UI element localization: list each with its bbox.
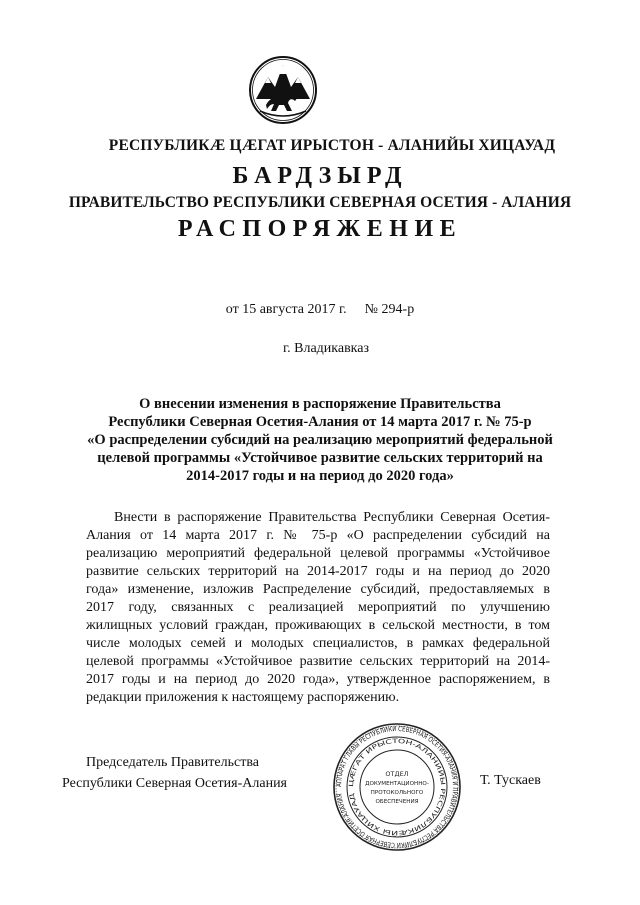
body-line: числе молодых семей и молодых специалистов, в рамках федеральной [86,636,550,651]
signature-position-line2: Республики Северная Осетия-Алания [62,776,287,791]
official-stamp-icon [332,722,462,852]
body-line: 2017 годы и на период до 2020 года», утвержденное распоряжением, в [86,672,550,687]
title-line: целевой программы «Устойчивое развитие сельских территорий на [97,450,543,466]
body-line: целевой программы «Устойчивое развитие сельских территорий на 2014- [86,654,550,669]
header-russian-title: РАСПОРЯЖЕНИЕ [177,216,463,242]
body-line: Алания от 14 марта 2017 г. № 75-р «О распределении субсидий на [86,528,550,543]
signature-position [62,752,322,794]
title-line: О внесении изменения в распоряжение Правительства [139,396,501,412]
body-line: реализацию мероприятий федеральной целевой программы «Устойчивое [86,546,550,561]
document-city: г. Владикавказ [282,341,370,356]
stamp-outer-text: АППАРАТ ГЛАВЫ РЕСПУБЛИКИ СЕВЕРНАЯ ОСЕТИЯ-АЛАНИЯ И ПРАВИТЕЛЬСТВА РЕСПУБЛИКИ СЕВЕРНАЯ ОСЕТИЯ-АЛАНИЯ [334,724,460,850]
signatory-name: Т. Тускаев [480,773,541,788]
document-body [86,509,550,707]
stamp-inner-text: ЦÆГАТ ИРЫСТОН-АЛАНИЙЫ РЕСПУБЛИКÆЙЫ ХИЦАУАД [347,737,447,837]
stamp-center-line: ОТДЕЛ [385,770,409,778]
document-title [70,395,570,485]
stamp-center-line: ПРОТОКОЛЬНОГО [370,790,424,796]
signature-position-line1: Председатель Правительства [86,755,259,770]
body-line: редакции приложения к настоящему распоряжению. [86,690,400,705]
title-line: Республики Северная Осетия-Алания от 14 марта 2017 г. № 75-р [108,414,532,430]
title-line: «О распределении субсидий на реализацию мероприятий федеральной [87,432,553,448]
body-line: жилищных условий граждан, проживающих в сельской местности, в том [86,618,550,633]
header-ossetian-title: БАРДЗЫРД [232,163,408,189]
body-line: Внести в распоряжение Правительства Республики Северная Осетия- [114,510,550,525]
body-line: года» изменение, изложив Распределение субсидий, предоставляемых в [86,582,550,597]
coat-of-arms-icon [248,55,318,125]
body-line: 2017 году, связанных с реализацией мероприятий по улучшению [86,600,550,615]
document-number: № 294-р [364,302,415,317]
document-date: от 15 августа 2017 г. [225,302,347,317]
header-russian-government: ПРАВИТЕЛЬСТВО РЕСПУБЛИКИ СЕВЕРНАЯ ОСЕТИЯ - АЛАНИЯ [68,194,572,211]
title-line: 2014-2017 годы и на период до 2020 года» [186,468,454,484]
body-line: развитие сельских территорий на 2014-2017 годы и на период до 2020 [86,564,550,579]
document-date-line [0,302,640,318]
stamp-center-line: ДОКУМЕНТАЦИОННО- [365,781,429,787]
stamp-center-line: ОБЕСПЕЧЕНИЯ [375,799,419,805]
header-ossetian-government: РЕСПУБЛИКÆ ЦÆГАТ ИРЫСТОН - АЛАНИЙЫ ХИЦАУАД [108,137,556,154]
